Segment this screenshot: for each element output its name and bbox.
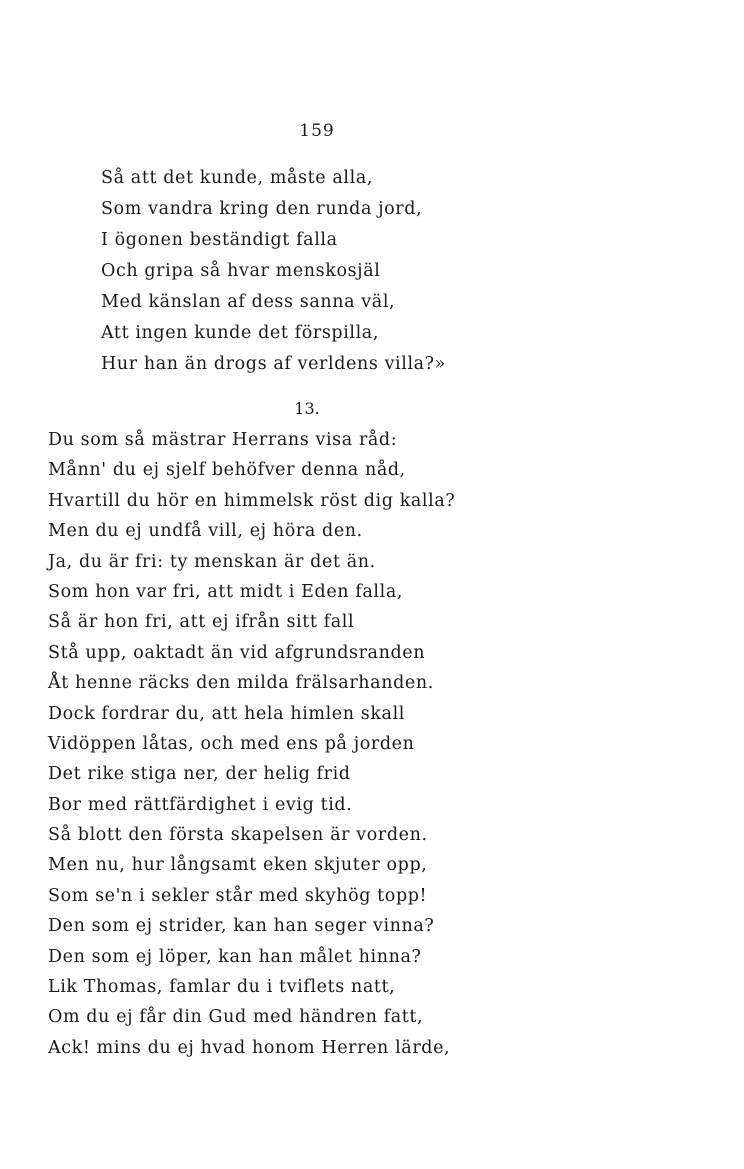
verse-line: Månn' du ej sjelf behöfver denna nåd, bbox=[48, 460, 406, 481]
verse-line: Vidöppen låtas, och med ens på jorden bbox=[48, 733, 415, 754]
verse-line: Som vandra kring den runda jord, bbox=[101, 199, 423, 219]
verse-line: Med känslan af dess sanna väl, bbox=[101, 292, 396, 312]
verse-line: Som hon var fri, att midt i Eden falla, bbox=[48, 581, 404, 602]
verse-line: Åt henne räcks den milda frälsarhanden. bbox=[48, 673, 434, 694]
section-number: 13. bbox=[294, 399, 320, 418]
verse-line: Om du ej får din Gud med händren fatt, bbox=[48, 1007, 424, 1028]
verse-line: Lik Thomas, famlar du i tviflets natt, bbox=[48, 977, 396, 998]
main-stanza bbox=[48, 425, 455, 1063]
verse-line: Den som ej strider, kan han seger vinna? bbox=[48, 916, 435, 937]
verse-line: Ack! mins du ej hvad honom Herren lärde, bbox=[48, 1037, 451, 1058]
verse-line: Du som så mästrar Herrans visa råd: bbox=[48, 430, 398, 450]
verse-line: Som se'n i sekler står med skyhög topp! bbox=[48, 885, 428, 906]
verse-line: Stå upp, oaktadt än vid afgrundsranden bbox=[48, 642, 426, 663]
verse-line: Så blott den första skapelsen är vorden. bbox=[48, 825, 428, 846]
verse-line: Så att det kunde, måste alla, bbox=[101, 168, 374, 188]
verse-line: Men nu, hur långsamt eken skjuter opp, bbox=[48, 855, 428, 876]
verse-line: Hur han än drogs af verldens villa?» bbox=[101, 354, 446, 374]
verse-line: I ögonen beständigt falla bbox=[101, 230, 338, 250]
page-number: 159 bbox=[299, 121, 335, 141]
top-stanza bbox=[101, 163, 446, 380]
verse-line: Hvartill du hör en himmelsk röst dig kalla? bbox=[48, 490, 456, 511]
verse-line: Bor med rättfärdighet i evig tid. bbox=[48, 794, 353, 815]
verse-line: Så är hon fri, att ej ifrån sitt fall bbox=[48, 612, 355, 633]
verse-line: Det rike stiga ner, der helig frid bbox=[48, 764, 351, 785]
verse-line: Ja, du är fri: ty menskan är det än. bbox=[48, 551, 376, 572]
verse-line: Dock fordrar du, att hela himlen skall bbox=[48, 703, 405, 724]
verse-line: Men du ej undfå vill, ej höra den. bbox=[48, 521, 363, 542]
verse-line: Och gripa så hvar menskosjäl bbox=[101, 261, 381, 281]
verse-line: Den som ej löper, kan han målet hinna? bbox=[48, 946, 422, 967]
verse-line: Att ingen kunde det förspilla, bbox=[101, 323, 379, 343]
